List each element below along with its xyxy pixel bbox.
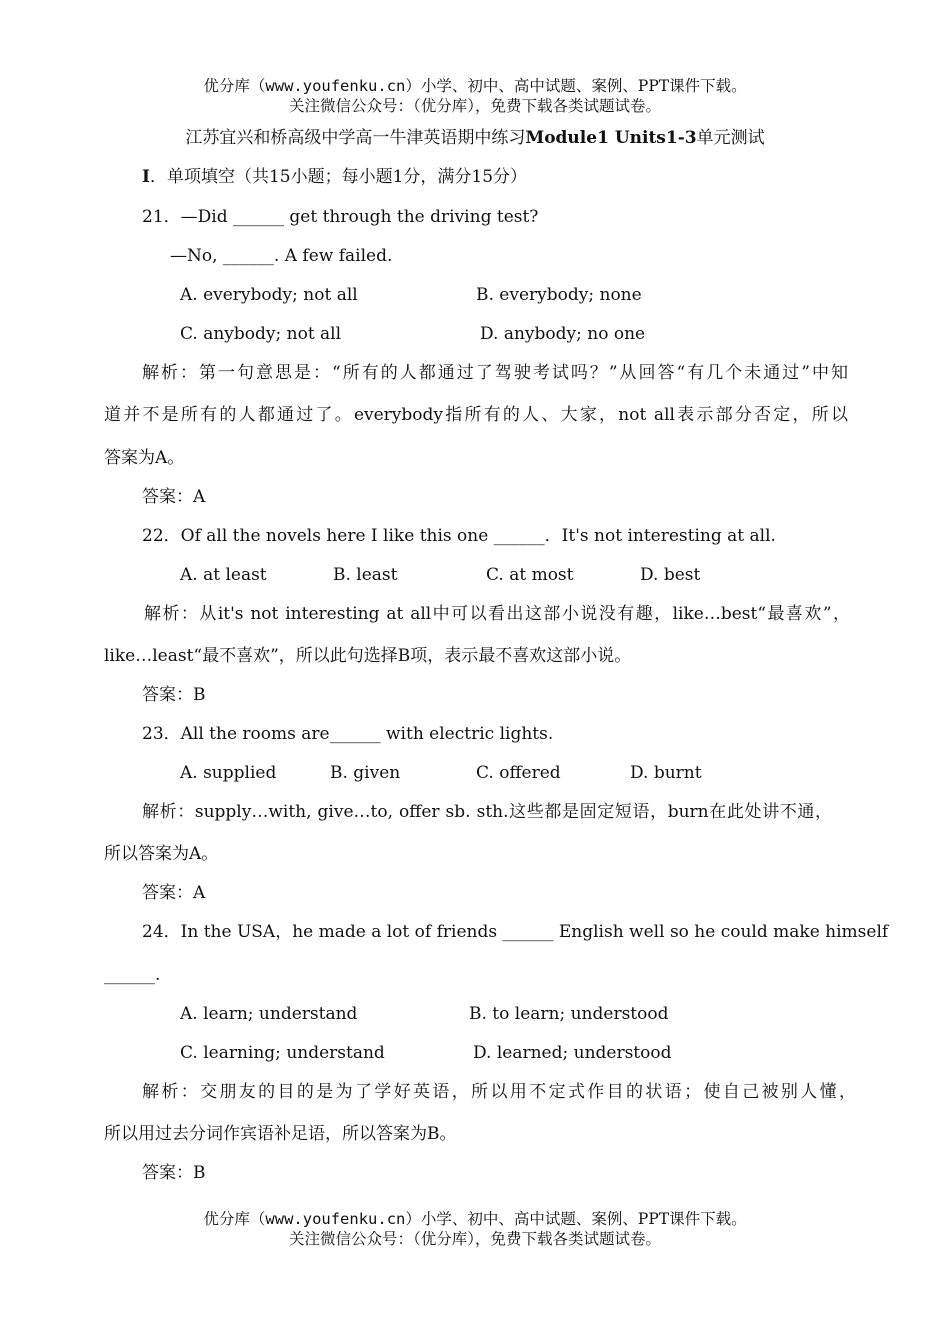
q22-explanation-2: like…least“最不喜欢”，所以此句选择B项，表示最不喜欢这部小说。 [104,646,632,666]
page-title: 江苏宜兴和桥高级中学高一牛津英语期中练习Module1 Units1-3单元测试 [185,128,765,148]
q22-answer: 答案：B [142,685,206,705]
q22-explanation-1: 解析：从it's not interesting at all中可以看出这部小说没有趣，like…best“最喜欢”， [144,604,850,624]
q23-stem: 23．All the rooms are______ with electric lights. [142,724,554,744]
q22-option-c: C. at most [486,565,574,585]
q24-option-b: B. to learn; understood [469,1004,669,1024]
q22-stem: 22．Of all the novels here I like this one ______．It's not interesting at all. [142,526,776,546]
q23-answer: 答案：A [142,883,206,903]
q24-option-a: A. learn; understand [180,1004,358,1024]
header-url: www.youfenku.cn [265,77,406,95]
q24-stem-2: ______. [104,965,161,985]
q24-option-c: C. learning; understand [180,1043,385,1063]
q21-option-c: C. anybody; not all [180,324,342,344]
q23-option-a: A. supplied [180,763,277,783]
q21-answer: 答案：A [142,487,206,507]
q23-option-c: C. offered [476,763,561,783]
footer-line-2: 关注微信公众号：（优分库），免费下载各类试题试卷。 [288,1230,661,1248]
footer-url: www.youfenku.cn [265,1210,406,1228]
q24-explanation-1: 解析：交朋友的目的是为了学好英语，所以用不定式作目的状语；使自己被别人懂， [142,1082,856,1102]
q21-explanation-1: 解析：第一句意思是：“所有的人都通过了驾驶考试吗？”从回答“有几个未通过”中知 [142,363,848,383]
header-line-1: 优分库（www.youfenku.cn）小学、初中、高中试题、案例、PPT课件下载。 [203,77,747,95]
q21-stem: 21．—Did ______ get through the driving test? [142,207,539,227]
footer-line-1: 优分库（www.youfenku.cn）小学、初中、高中试题、案例、PPT课件下载。 [203,1210,747,1228]
q21-stem-2: —No, ______. A few failed. [170,246,393,266]
q21-option-b: B. everybody; none [476,285,642,305]
q22-option-d: D. best [640,565,701,585]
q24-stem: 24．In the USA，he made a lot of friends ______ English well so he could make himself [142,922,889,942]
q24-explanation-2: 所以用过去分词作宾语补足语，所以答案为B。 [104,1124,457,1144]
q21-option-a: A. everybody; not all [180,285,358,305]
section-heading: I．单项填空（共15小题；每小题1分，满分15分） [142,167,528,187]
q24-answer: 答案：B [142,1163,206,1183]
q23-explanation-2: 所以答案为A。 [104,844,219,864]
q23-option-b: B. given [330,763,401,783]
q22-option-b: B. least [333,565,398,585]
q21-explanation-3: 答案为A。 [104,448,185,468]
q23-option-d: D. burnt [630,763,702,783]
q24-option-d: D. learned; understood [473,1043,672,1063]
q23-explanation-1: 解析：supply…with, give…to, offer sb. sth.这些都是固定短语，burn在此处讲不通， [142,802,832,822]
q21-option-d: D. anybody; no one [480,324,646,344]
q22-option-a: A. at least [180,565,267,585]
header-line-2: 关注微信公众号：（优分库），免费下载各类试题试卷。 [288,97,661,115]
q21-explanation-2: 道并不是所有的人都通过了。everybody指所有的人、大家，not all表示部分否定，所以 [104,405,848,425]
